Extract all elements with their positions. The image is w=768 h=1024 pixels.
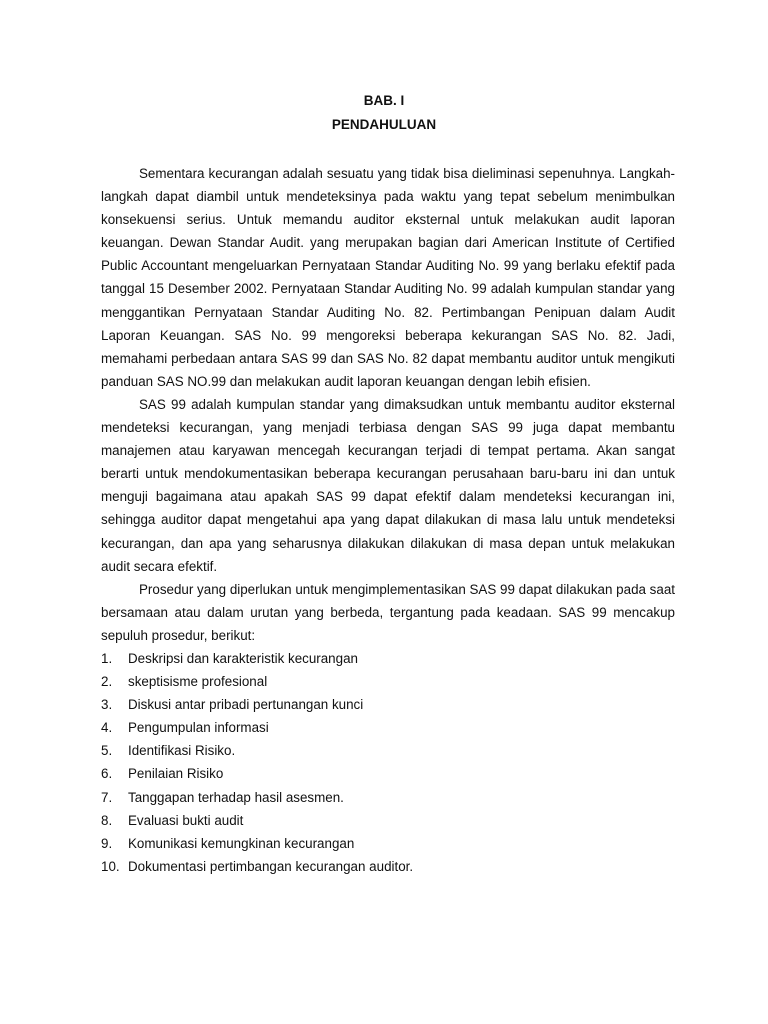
paragraph-1: Sementara kecurangan adalah sesuatu yang tidak bisa dieliminasi sepenuhnya. Langkah-langkah dapat diambil untuk mendeteksinya pada waktu yang tepat sebelum menimbulkan konsekuensi serius. Untuk memandu auditor eksternal untuk melakukan audit laporan keuangan. Dewan Standar Audit. yang merupakan bagian dari American Institute of Certified Public Accountant mengeluarkan Pernyataan Standar Auditing No. 99 yang berlaku efektif pada tanggal 15 Desember 2002. Pernyataan Standar Auditing No. 99 adalah kumpulan standar yang menggantikan Pernyataan Standar Auditing No. 82. Pertimbangan Penipuan dalam Audit Laporan Keuangan. SAS No. 99 mengoreksi beberapa kekurangan SAS No. 82. Jadi, memahami perbedaan antara SAS 99 dan SAS No. 82 dapat membantu auditor untuk mengikuti panduan SAS NO.99 dan melakukan audit laporan keuangan dengan lebih efisien. [101, 166, 675, 389]
list-item-text: skeptisisme profesional [128, 674, 268, 690]
procedure-list [101, 647, 675, 878]
list-item-number: 8. [101, 812, 113, 828]
list-item [101, 762, 675, 785]
list-item-text: Tanggapan terhadap hasil asesmen. [128, 789, 344, 805]
list-item-number: 3. [101, 697, 113, 713]
paragraph-2: SAS 99 adalah kumpulan standar yang dimaksudkan untuk membantu auditor eksternal mendeteksi kecurangan, yang menjadi terbiasa dengan SAS 99 juga dapat membantu manajemen atau karyawan mencegah kecurangan terjadi di tempat pertama. Akan sangat berarti untuk mendokumentasikan beberapa kecurangan perusahaan baru-baru ini dan untuk menguji bagaimana atau apakah SAS 99 dapat efektif dalam mendeteksi kecurangan ini, sehingga auditor dapat mengetahui apa yang dapat dilakukan di masa lalu untuk mendeteksi kecurangan, dan apa yang seharusnya dilakukan dilakukan di masa depan untuk melakukan audit secara efektif. [101, 396, 675, 574]
list-item-text: Diskusi antar pribadi pertunangan kunci [128, 697, 364, 713]
paragraph-3: Prosedur yang diperlukan untuk mengimplementasikan SAS 99 dapat dilakukan pada saat bersamaan atau dalam urutan yang berbeda, tergantung pada keadaan. SAS 99 mencakup sepuluh prosedur, berikut: [101, 581, 675, 643]
list-item-text: Identifikasi Risiko. [128, 743, 236, 759]
list-item-text: Komunikasi kemungkinan kecurangan [128, 835, 355, 851]
list-item-number: 10. [101, 858, 120, 874]
list-item [101, 786, 675, 809]
list-item-number: 1. [101, 650, 113, 666]
list-item [101, 716, 675, 739]
list-item-number: 6. [101, 766, 113, 782]
list-item-number: 4. [101, 720, 113, 736]
list-item-text: Deskripsi dan karakteristik kecurangan [128, 650, 358, 666]
list-item-text: Pengumpulan informasi [128, 720, 269, 736]
list-item [101, 832, 675, 855]
list-item [101, 855, 675, 878]
list-item [101, 809, 675, 832]
list-item-number: 5. [101, 743, 113, 759]
list-item-number: 9. [101, 835, 113, 851]
list-item [101, 739, 675, 762]
list-item [101, 670, 675, 693]
list-item-number: 7. [101, 789, 113, 805]
chapter-label: BAB. I [363, 93, 405, 108]
list-item [101, 693, 675, 716]
list-item-text: Dokumentasi pertimbangan kecurangan auditor. [128, 858, 414, 874]
list-item [101, 647, 675, 670]
chapter-title: PENDAHULUAN [331, 117, 437, 132]
list-item-text: Evaluasi bukti audit [128, 812, 244, 828]
list-item-text: Penilaian Risiko [128, 766, 224, 782]
list-item-number: 2. [101, 674, 113, 690]
document-body [101, 162, 675, 878]
